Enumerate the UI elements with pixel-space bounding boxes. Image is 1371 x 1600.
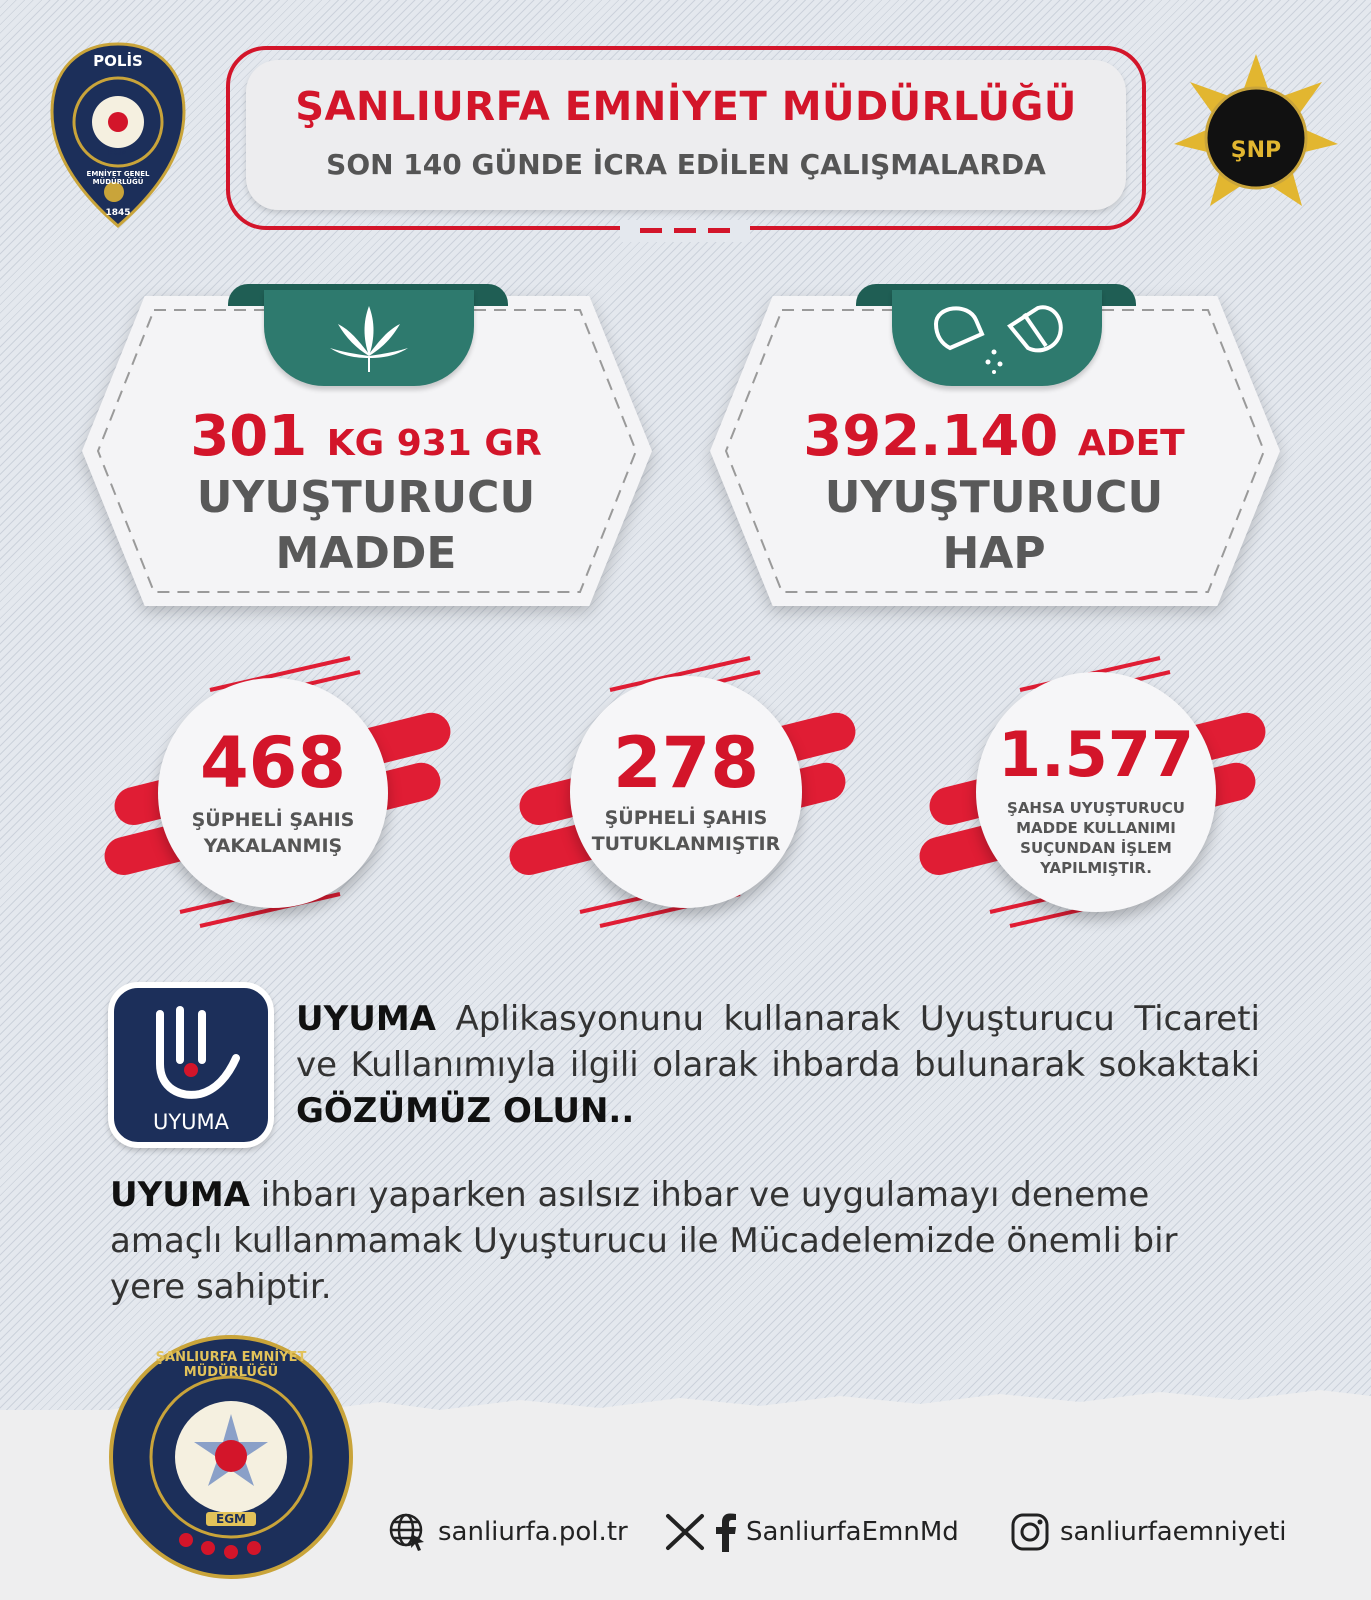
footer-instagram-link[interactable] bbox=[1010, 1512, 1310, 1552]
footer-website-link[interactable] bbox=[388, 1512, 628, 1552]
stat-processed-line3: SUÇUNDAN İŞLEM bbox=[1020, 839, 1172, 857]
uyuma-bold-1: UYUMA bbox=[296, 999, 436, 1039]
header-dash bbox=[674, 228, 696, 233]
badge-ring-text: EMNİYET GENEL MÜDÜRLÜĞÜ bbox=[86, 170, 150, 186]
footer-social-text: SanliurfaEmnMd bbox=[746, 1517, 959, 1547]
stat-caught-line1: ŞÜPHELİ ŞAHIS bbox=[191, 809, 355, 831]
stat-pills-line2: HAP bbox=[942, 528, 1046, 579]
stat-pills-value: 392.140 bbox=[803, 404, 1059, 469]
stat-processed-line4: YAPILMIŞTIR. bbox=[1040, 859, 1152, 877]
page-subtitle: SON 140 GÜNDE İCRA EDİLEN ÇALIŞMALARDA bbox=[326, 148, 1046, 181]
police-badge-logo bbox=[48, 40, 188, 230]
footer-instagram-text: sanliurfaemniyeti bbox=[1060, 1517, 1287, 1547]
cannabis-leaf-icon bbox=[328, 304, 410, 374]
uyuma-text-1: Aplikasyonunu kullanarak Uyuşturucu Ticareti ve Kullanımıyla ilgili olarak ihbarda bulunarak sokaktaki bbox=[296, 999, 1260, 1085]
x-logo-icon bbox=[664, 1512, 706, 1552]
uyuma-bold-2: UYUMA bbox=[110, 1175, 250, 1215]
pill-capsule-icon bbox=[928, 294, 1068, 380]
badge-polis-text: POLİS bbox=[93, 52, 143, 70]
ribbon-substance bbox=[264, 290, 474, 386]
stat-substance-line2: MADDE bbox=[275, 528, 457, 579]
stat-pills-unit: ADET bbox=[1077, 423, 1185, 464]
stat-processed-line2: MADDE KULLANIMI bbox=[1016, 819, 1176, 837]
page-title: ŞANLIURFA EMNİYET MÜDÜRLÜĞÜ bbox=[295, 84, 1077, 130]
header-dash bbox=[640, 228, 662, 233]
badge-year-text: 1845 bbox=[105, 208, 131, 218]
uyuma-app-icon bbox=[108, 982, 274, 1148]
instagram-icon bbox=[1010, 1512, 1050, 1552]
stat-arrested-value: 278 bbox=[612, 722, 760, 804]
stat-caught-value: 468 bbox=[199, 722, 347, 804]
seal-egm-text: EGM bbox=[206, 1512, 256, 1526]
uyuma-paragraph-2 bbox=[110, 1172, 1260, 1310]
header-box bbox=[246, 60, 1126, 210]
badge-egm-text: EGM bbox=[108, 148, 128, 157]
footer-website-text: sanliurfa.pol.tr bbox=[438, 1517, 628, 1547]
snp-text: ŞNP bbox=[1230, 138, 1282, 163]
ribbon-pills bbox=[892, 290, 1102, 386]
stat-caught-line2: YAKALANMIŞ bbox=[203, 835, 343, 857]
stat-arrested-line2: TUTUKLANMIŞTIR bbox=[591, 833, 781, 855]
uyuma-app-label: UYUMA bbox=[152, 1110, 230, 1134]
sanliurfa-police-seal bbox=[108, 1334, 354, 1580]
footer-social-link[interactable] bbox=[664, 1512, 984, 1552]
snp-badge-logo bbox=[1172, 52, 1340, 222]
header-dash bbox=[708, 228, 730, 233]
globe-icon bbox=[388, 1512, 428, 1552]
hand-icon bbox=[144, 1004, 244, 1104]
stat-processed-line1: ŞAHSA UYUŞTURUCU bbox=[1007, 799, 1185, 817]
stat-arrested-line1: ŞÜPHELİ ŞAHIS bbox=[604, 807, 768, 829]
uyuma-paragraph-1 bbox=[296, 996, 1260, 1134]
facebook-icon bbox=[714, 1512, 738, 1552]
stat-substance-value-row bbox=[96, 404, 636, 469]
stat-substance-unit: KG 931 GR bbox=[326, 423, 542, 464]
uyuma-text-2: ihbarı yaparken asılsız ihbar ve uygulamayı deneme amaçlı kullanmamak Uyuşturucu ile Mücadelemizde önemli bir yere sahiptir. bbox=[110, 1175, 1178, 1307]
stat-processed-value: 1.577 bbox=[997, 718, 1195, 791]
uyuma-call-to-action: GÖZÜMÜZ OLUN.. bbox=[296, 1091, 635, 1131]
stat-pills-value-row bbox=[724, 404, 1264, 469]
stat-substance-line1: UYUŞTURUCU bbox=[196, 472, 536, 523]
seal-ring-text: ŞANLIURFA EMNİYET MÜDÜRLÜĞÜ bbox=[155, 1350, 307, 1380]
stat-substance-value: 301 bbox=[190, 404, 308, 469]
stat-pills-line1: UYUŞTURUCU bbox=[824, 472, 1164, 523]
